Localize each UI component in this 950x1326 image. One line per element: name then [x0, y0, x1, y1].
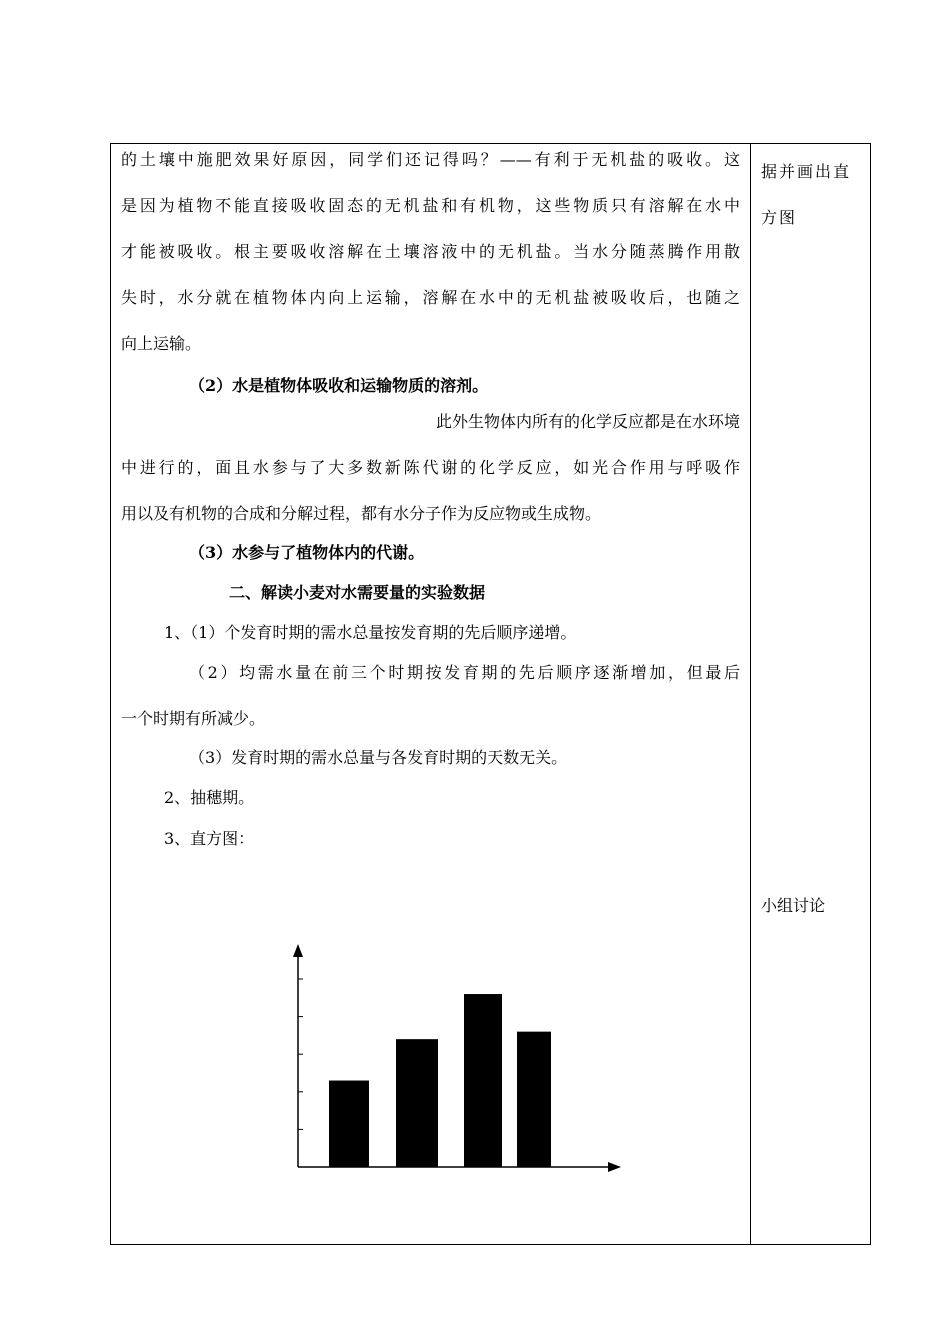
answer-2: 2、抽穗期。: [164, 788, 255, 807]
point-3-heading: （3）水参与了植物体内的代谢。: [189, 543, 425, 562]
answer-1-2: （2）均需水量在前三个时期按发育期的先后顺序逐渐增加，但最后: [189, 663, 740, 682]
x-axis-arrow-icon: [608, 1162, 621, 1172]
lesson-table: [110, 143, 871, 1245]
side-column: [751, 144, 871, 1244]
content-column: [111, 144, 750, 1244]
bar-4: [517, 1032, 551, 1167]
side-instruction: 据并画出直方图: [761, 162, 852, 227]
text-line-1: 的土壤中施肥效果好原因，同学们还记得吗？——有利于无机盐的吸收。这: [121, 150, 740, 169]
y-axis-arrow-icon: [293, 944, 303, 957]
bar-1: [329, 1081, 369, 1167]
point-2-heading: （2）水是植物体吸收和运输物质的溶剂。: [189, 376, 489, 395]
text-line-4: 失时，水分就在植物体内向上运输，溶解在水中的无机盐被吸收后，也随之: [121, 288, 740, 307]
side-discussion: 小组讨论: [761, 896, 826, 915]
answer-3: 3、直方图：: [164, 829, 255, 848]
answer-1-3: （3）发育时期的需水总量与各发育时期的天数无关。: [189, 748, 568, 767]
histogram-svg: [281, 939, 621, 1189]
text-line-7: 此外生物体内所有的化学反应都是在水环境: [435, 412, 740, 431]
text-line-8: 中进行的，面且水参与了大多数新陈代谢的化学反应，如光合作用与呼吸作: [121, 458, 740, 477]
text-line-9: 用以及有机物的合成和分解过程，都有水分子作为反应物或生成物。: [121, 504, 602, 523]
text-line-5: 向上运输。: [121, 334, 202, 353]
answer-1-2-cont: 一个时期有所减少。: [121, 709, 266, 728]
text-line-3: 才能被吸收。根主要吸收溶解在土壤溶液中的无机盐。当水分随蒸腾作用散: [121, 242, 740, 261]
bars: [329, 994, 551, 1167]
histogram-chart: [281, 939, 621, 1189]
bar-3: [464, 994, 502, 1167]
bar-2: [396, 1039, 438, 1167]
section-2-heading: 二、解读小麦对水需要量的实验数据: [229, 583, 486, 602]
answer-1-1: 1、（1）个发育时期的需水总量按发育期的先后顺序递增。: [164, 623, 577, 642]
text-line-2: 是因为植物不能直接吸收固态的无机盐和有机物，这些物质只有溶解在水中: [121, 196, 740, 215]
